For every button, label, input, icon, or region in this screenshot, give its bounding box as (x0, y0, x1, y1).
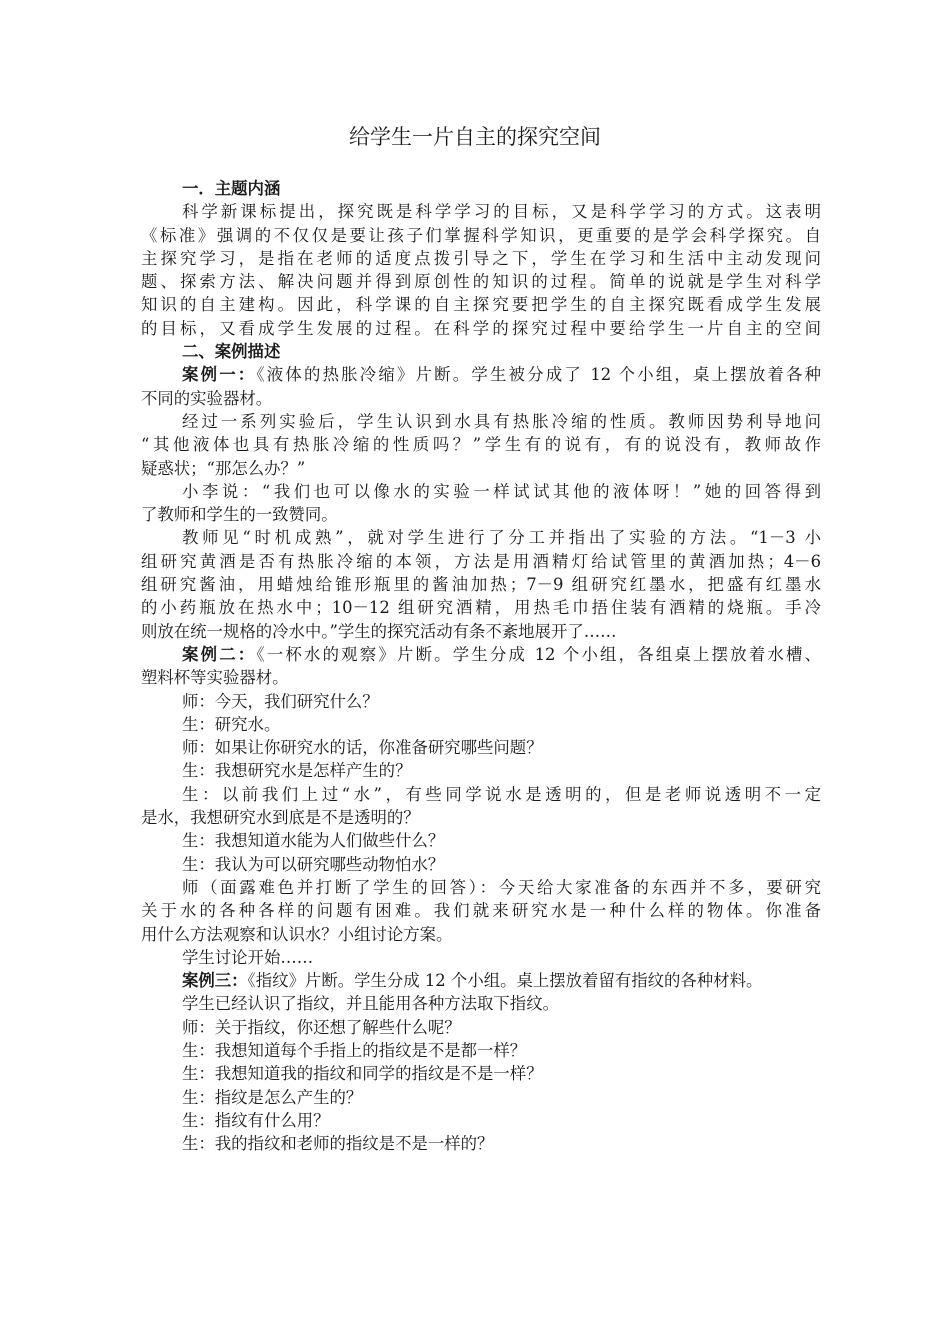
paragraph-line: 小李说：“我们也可以像水的实验一样试试其他的液体呀！”她的回答得到 (182, 481, 821, 501)
dialogue-line: 关于水的各种各样的问题有困难。我们就来研究水是一种什么样的物体。你准备 (141, 901, 821, 921)
paragraph-line (141, 969, 821, 992)
paragraph-line: 科学新课标提出，探究既是科学学习的目标，又是科学学习的方式。这表明 (182, 202, 821, 222)
paragraph-line: 知识的自主建构。因此，科学课的自主探究要把学生的自主探究既看成学生发展 (141, 295, 821, 315)
paragraph-line: 则放在统一规格的冷水中。”学生的探究活动有条不紊地展开了…… (141, 621, 617, 641)
dialogue-line: 生：以前我们上过“水”，有些同学说水是透明的，但是老师说透明不一定 (182, 784, 821, 804)
paragraph-line: 主探究学习，是指在老师的适度点拨引导之下，学生在学习和生活中主动发现问 (141, 248, 821, 268)
paragraph-line: 题、探索方法、解决问题并得到原创性的知识的过程。简单的说就是学生对科学 (141, 272, 821, 292)
case-label: 案例二： (182, 644, 257, 664)
document-body (141, 177, 821, 1155)
dialogue-line: 师：如果让你研究水的话，你准备研究哪些问题？ (182, 738, 543, 758)
dialogue-line: 师：关于指纹，你还想了解些什么呢？ (182, 1017, 461, 1037)
paragraph-line: 的目标，又看成学生发展的过程。在科学的探究过程中要给学生一片自主的空间 (141, 318, 821, 338)
case-label: 案例三： (182, 971, 248, 991)
dialogue-line: 生：我想知道我的指纹和同学的指纹是不是一样？ (182, 1064, 543, 1084)
paragraph-line: 教师见“时机成熟”，就对学生进行了分工并指出了实验的方法。“1－3 小 (182, 528, 821, 548)
dialogue-line: 生：我想知道水能为人们做些什么？ (182, 831, 445, 851)
paragraph-line (141, 643, 821, 666)
paragraph-line: 了教师和学生的一致赞同。 (141, 505, 338, 525)
dialogue-line: 用什么方法观察和认识水？小组讨论方案。 (141, 924, 453, 944)
dialogue-line: 生：我想研究水是怎样产生的？ (182, 761, 412, 781)
dialogue-line: 生：指纹是怎么产生的？ (182, 1087, 363, 1107)
case-text: 《液体的热胀冷缩》片断。学生被分成了 12 个小组，桌上摆放着各种 (256, 365, 821, 385)
dialogue-line: 师：今天，我们研究什么？ (182, 691, 379, 711)
paragraph-line: 的小药瓶放在热水中；10－12 组研究酒精，用热毛巾捂住装有酒精的烧瓶。手冷 (141, 598, 821, 618)
section-heading: 一．主题内涵 (182, 179, 281, 198)
paragraph-line: 塑料杯等实验器材。 (141, 668, 289, 688)
document-title: 给学生一片自主的探究空间 (349, 125, 601, 149)
paragraph-line: 《标准》强调的不仅仅是要让孩子们掌握科学知识，更重要的是学会科学探究。自 (141, 225, 821, 245)
case-text: 《一杯水的观察》片断。学生分成 12 个小组，各组桌上摆放着水槽、 (256, 644, 821, 664)
paragraph-line (141, 363, 821, 386)
dialogue-line: 生：我的指纹和老师的指纹是不是一样的？ (182, 1134, 494, 1154)
paragraph-line: 学生讨论开始…… (182, 947, 314, 967)
dialogue-line: 生：指纹有什么用？ (182, 1110, 330, 1130)
paragraph-line: 不同的实验器材。 (141, 388, 273, 408)
paragraph-line: “其他液体也具有热胀冷缩的性质吗？”学生有的说有，有的说没有，教师故作 (141, 435, 821, 455)
paragraph-line: 经过一系列实验后，学生认识到水具有热胀冷缩的性质。教师因势利导地问 (182, 411, 821, 431)
dialogue-line: 生：研究水。 (182, 714, 281, 734)
paragraph-line: 组研究酱油，用蜡烛给锥形瓶里的酱油加热；7－9 组研究红墨水，把盛有红墨水 (141, 575, 821, 595)
paragraph-line: 疑惑状；“那怎么办？” (141, 458, 306, 478)
dialogue-line: 师（面露难色并打断了学生的回答）：今天给大家准备的东西并不多，要研究 (182, 877, 821, 897)
case-text: 《指纹》片断。学生分成 12 个小组。桌上摆放着留有指纹的各种材料。 (247, 971, 763, 991)
paragraph-line: 学生已经认识了指纹，并且能用各种方法取下指纹。 (182, 994, 559, 1014)
paragraph-line: 组研究黄酒是否有热胀冷缩的本领，方法是用酒精灯给试管里的黄酒加热；4－6 (141, 551, 821, 571)
case-label: 案例一： (182, 365, 257, 385)
dialogue-line: 生：我想知道每个手指上的指纹是不是都一样？ (182, 1040, 527, 1060)
section-heading: 二、案例描述 (182, 342, 281, 362)
dialogue-line: 是水，我想研究水到底是不是透明的？ (141, 808, 420, 828)
dialogue-line: 生：我认为可以研究哪些动物怕水？ (182, 854, 445, 874)
